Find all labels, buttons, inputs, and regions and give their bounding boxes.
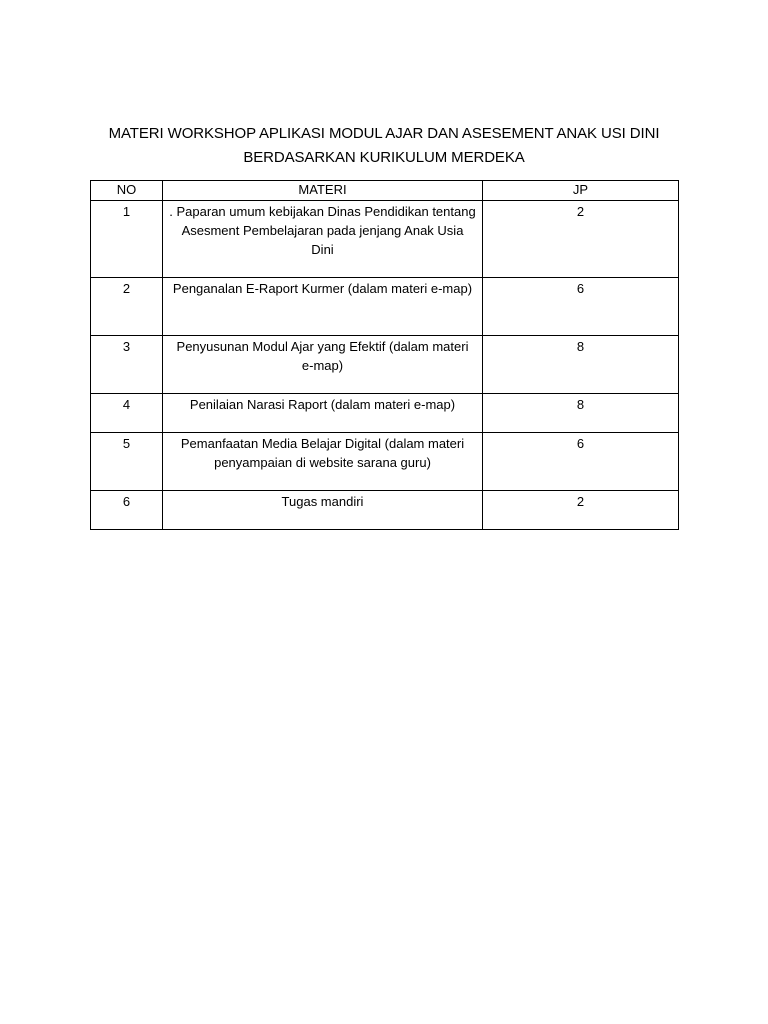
title-line-1: MATERI WORKSHOP APLIKASI MODUL AJAR DAN ASESEMENT ANAK USI DINI: [108, 125, 660, 142]
cell-no: 6: [91, 491, 163, 530]
table-row: [91, 433, 679, 491]
cell-jp: 8: [483, 336, 679, 394]
cell-materi: . Paparan umum kebijakan Dinas Pendidikan tentang Asesment Pembelajaran pada jenjang Anak Usia Dini: [163, 201, 483, 278]
header-materi: MATERI: [163, 181, 483, 201]
title-line-2: BERDASARKAN KURIKULUM MERDEKA: [243, 149, 525, 166]
table-row: [91, 394, 679, 433]
cell-no: 4: [91, 394, 163, 433]
cell-materi: Penyusunan Modul Ajar yang Efektif (dalam materi e-map): [163, 336, 483, 394]
cell-jp: 2: [483, 201, 679, 278]
table-row: [91, 201, 679, 278]
materi-table: [90, 180, 679, 530]
header-no: NO: [91, 181, 163, 201]
cell-materi: Pemanfaatan Media Belajar Digital (dalam materi penyampaian di website sarana guru): [163, 433, 483, 491]
cell-no: 1: [91, 201, 163, 278]
table-header-row: [91, 181, 679, 201]
cell-no: 5: [91, 433, 163, 491]
cell-materi: Tugas mandiri: [163, 491, 483, 530]
cell-jp: 6: [483, 433, 679, 491]
table-row: [91, 336, 679, 394]
table-row: [91, 278, 679, 336]
cell-jp: 2: [483, 491, 679, 530]
cell-materi: Penganalan E-Raport Kurmer (dalam materi e-map): [163, 278, 483, 336]
cell-materi: Penilaian Narasi Raport (dalam materi e-map): [163, 394, 483, 433]
cell-no: 3: [91, 336, 163, 394]
cell-no: 2: [91, 278, 163, 336]
cell-jp: 8: [483, 394, 679, 433]
cell-jp: 6: [483, 278, 679, 336]
page-title: [90, 122, 678, 170]
table-row: [91, 491, 679, 530]
header-jp: JP: [483, 181, 679, 201]
